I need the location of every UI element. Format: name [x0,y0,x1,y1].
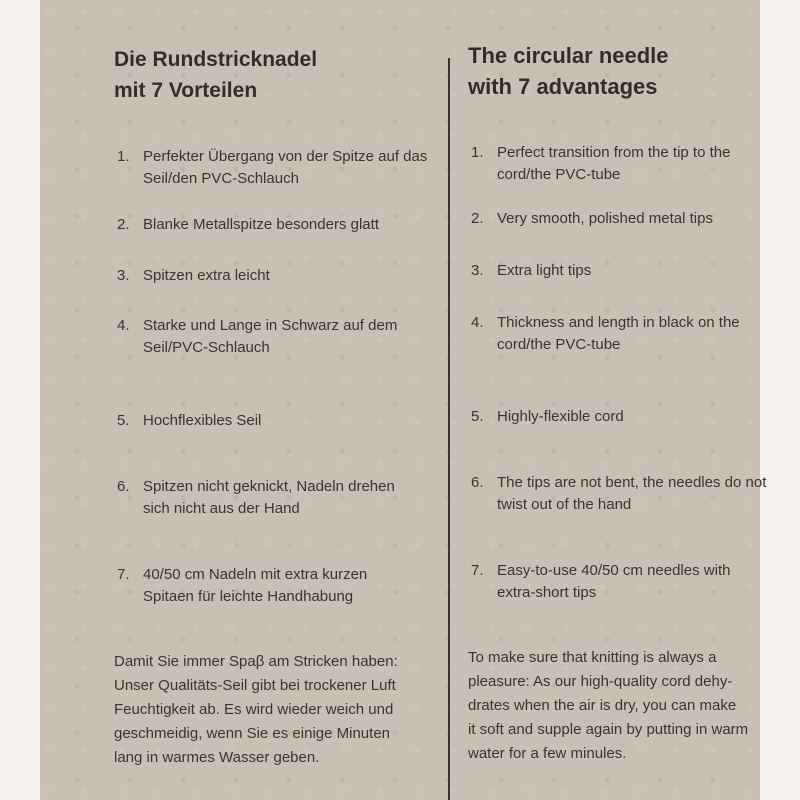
item-number: 7. [471,562,484,579]
german-item-5 [114,410,434,432]
german-closing-paragraph: Damit Sie immer Spaβ am Stricken haben: Unser Qualitäts-Seil gibt bei trockener Luft Feuchtigkeit ab. Es wird wieder weich und geschmeidig, wenn Sie es einige Minuten lang in warmes Wasser geben. [114,653,398,766]
english-title [468,40,669,102]
german-item-6 [114,476,424,520]
german-item-2 [114,214,434,236]
item-text: Very smooth, polished metal tips [497,210,713,227]
item-text: Perfekter Übergang von der Spitze auf das Seil/den PVC-Schlauch [143,148,428,187]
item-text: Hochflexibles Seil [143,412,262,429]
item-number: 5. [471,408,484,425]
item-number: 4. [117,317,130,334]
item-number: 6. [471,474,484,491]
item-text: Extra light tips [497,262,592,279]
item-text: Spitzen extra leicht [143,267,270,284]
english-closing-paragraph: To make sure that knitting is always a pleasure: As our high-quality cord dehy- drates when the air is dry, you can make it soft and supple again by putting in warm water for a few minules. [468,649,749,762]
german-title-line2: mit 7 Vorteilen [114,79,258,102]
english-item-1 [468,142,768,186]
english-title-line1: The circular needle [468,43,669,68]
english-title-line2: with 7 advantages [468,74,658,99]
item-text: Blanke Metallspitze besonders glatt [143,216,379,233]
english-item-5 [468,406,788,428]
item-text: 40/50 cm Nadeln mit extra kurzen Spitaen für leichte Handhabung [143,566,368,605]
english-item-4 [468,312,780,356]
item-text: Starke und Lange in Schwarz auf dem Seil/PVC-Schlauch [143,317,398,356]
german-title [114,44,317,106]
item-number: 2. [117,216,130,233]
german-item-1 [114,146,434,190]
column-divider [448,58,450,800]
item-number: 3. [117,267,130,284]
item-number: 3. [471,262,484,279]
english-item-6 [468,472,780,516]
item-number: 4. [471,314,484,331]
item-text: Spitzen nicht geknickt, Nadeln drehen sich nicht aus der Hand [143,478,395,517]
item-number: 1. [471,144,484,161]
item-text: Perfect transition from the tip to the cord/the PVC-tube [497,144,731,183]
instruction-card [40,0,767,800]
item-text: Highly-flexible cord [497,408,624,425]
german-title-line1: Die Rundstricknadel [114,48,318,71]
item-number: 7. [117,566,130,583]
english-item-7 [468,560,768,604]
item-number: 6. [117,478,130,495]
item-text: Easy-to-use 40/50 cm needles with extra-short tips [497,562,731,601]
item-text: Thickness and length in black on the cord/the PVC-tube [497,314,740,353]
english-item-2 [468,208,788,230]
german-item-3 [114,265,434,287]
item-number: 2. [471,210,484,227]
english-item-3 [468,260,788,282]
german-item-4 [114,315,420,359]
german-item-7 [114,564,414,608]
item-number: 5. [117,412,130,429]
item-text: The tips are not bent, the needles do not twist out of the hand [497,474,767,513]
item-number: 1. [117,148,130,165]
